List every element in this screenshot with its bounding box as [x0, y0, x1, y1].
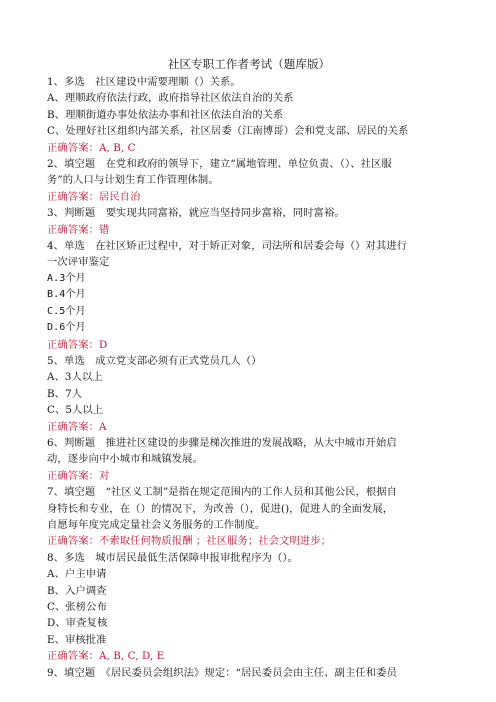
text-line: 8、多选 城市居民最低生活保障申报审批程序为（）。: [47, 551, 299, 564]
text-line: 7、填空题 “社区义工制”是指在规定范围内的工作人员和其他公民，根据自: [47, 486, 398, 499]
text-line: 务”的人口与计划生育工作管理体制。: [47, 174, 219, 187]
text-line: 一次评审鉴定: [47, 256, 110, 269]
text-line: 9、填空题 《居民委员会组织法》规定：“居民委员会由主任、副主任和委员: [47, 666, 397, 679]
text-line: 2、填空题 在党和政府的领导下，建立“属地管理、单位负责、（）、社区服: [47, 158, 392, 171]
document-title: 社区专职工作者考试（题库版）: [167, 57, 331, 71]
text-line: 自愿每年度完成定量社会义务服务的工作制度。: [47, 518, 266, 531]
answer-line: 正确答案：居民自治: [47, 190, 141, 203]
text-line: D.6个月: [47, 322, 86, 334]
text-line: C、处理好社区组织内部关系，社区居委（江南博哥）会和党支部、居民的关系: [47, 125, 409, 138]
text-line: B、7人: [47, 387, 83, 400]
text-line: E、审核批准: [47, 633, 107, 646]
text-line: B、理顺街道办事处依法办事和社区依法自治的关系: [47, 108, 284, 121]
text-line: 身特长和专业，在（）的情况下，为改善（），促进()，促进人的全面发展，: [47, 502, 394, 515]
answer-line: 正确答案：D: [47, 338, 108, 351]
answer-line: 正确答案：不索取任何物质报酬 ；社区服务；社会文明进步；: [47, 535, 332, 548]
text-line: A、户主申请: [47, 568, 107, 581]
answer-line: 正确答案：A, B, C: [47, 141, 136, 154]
text-line: B.4个月: [47, 289, 86, 301]
answer-line: 正确答案：对: [47, 469, 110, 482]
answer-line: 正确答案：错: [47, 223, 110, 236]
answer-line: 正确答案：A: [47, 420, 107, 433]
text-line: C、5人以上: [47, 404, 104, 417]
text-line: 1、多选 社区建设中需要理顺（）关系。: [47, 76, 241, 88]
answer-line: 正确答案：A, B, C, D, E: [47, 650, 165, 663]
text-line: 6、判断题 推进社区建设的步骤是梯次推进的发展战略，从大中城市开始启: [47, 436, 397, 449]
text-line: A.3个月: [47, 272, 86, 284]
text-line: C、张榜公布: [47, 601, 107, 613]
text-line: B、入户调查: [47, 584, 107, 597]
text-line: A、3人以上: [47, 371, 103, 384]
text-line: C.5个月: [47, 305, 86, 317]
document-content: [47, 56, 451, 681]
text-line: 4、单选 在社区矫正过程中，对于矫正对象，司法所和居委会每（）对其进行: [47, 240, 408, 253]
text-line: 动，逐步向中小城市和城镇发展。: [47, 453, 203, 466]
text-line: 5、单选 成立党支部必须有正式党员几人（）: [47, 354, 262, 367]
question-list: [47, 74, 451, 681]
text-line: D、审查复核: [47, 617, 108, 630]
text-line: A、理顺政府依法行政，政府指导社区依法自治的关系: [47, 92, 294, 105]
text-line: 3、判断题 要实现共同富裕，就应当坚持同步富裕，同时富裕。: [47, 207, 345, 220]
